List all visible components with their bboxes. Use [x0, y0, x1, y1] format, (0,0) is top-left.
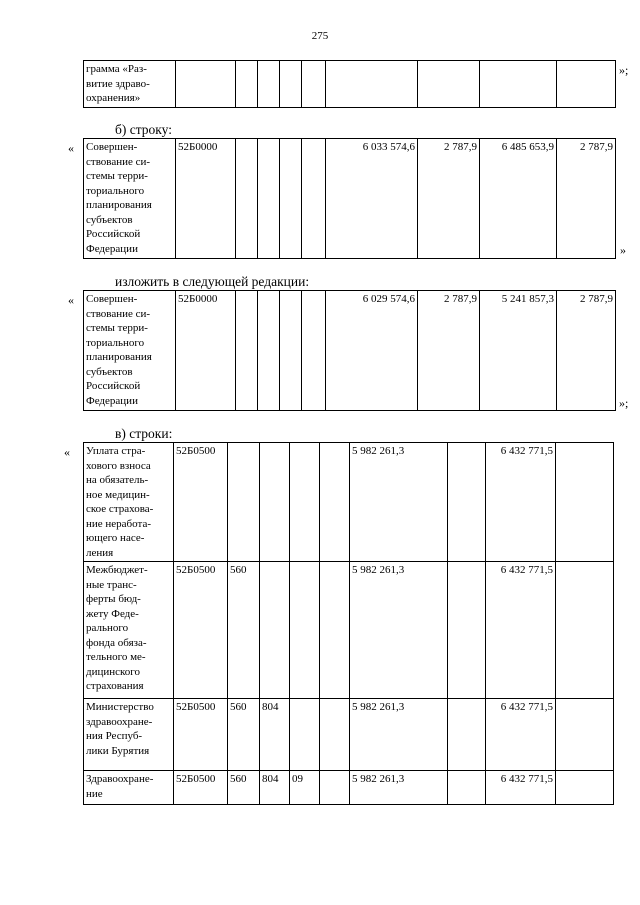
table-row — [84, 61, 616, 108]
row-empty — [320, 771, 350, 805]
table-row — [84, 699, 614, 771]
table-b — [83, 138, 616, 259]
close-quote-edit: »; — [619, 396, 629, 410]
row-value-2 — [448, 562, 486, 699]
row-code — [176, 61, 236, 108]
close-quote-top: »; — [619, 63, 629, 77]
table-row — [84, 443, 614, 562]
row-rz — [280, 291, 302, 411]
row-name: грамма «Раз- витие здраво- охранения» — [84, 61, 176, 108]
row-rz — [290, 443, 320, 562]
row-value-1 — [326, 61, 418, 108]
row-vr: 560 — [228, 562, 260, 699]
row-ved: 804 — [260, 771, 290, 805]
row-value-2 — [448, 771, 486, 805]
row-rz — [290, 562, 320, 699]
open-quote-v: « — [64, 445, 70, 459]
row-empty — [320, 443, 350, 562]
row-value-1: 5 982 261,3 — [350, 443, 448, 562]
row-value-3 — [480, 61, 557, 108]
row-name: Уплата стра- хового взноса на обязатель- ное медицин- ское страхова- ние неработа- ющего насе- ления — [84, 443, 174, 562]
table-row — [84, 139, 616, 259]
row-value-2 — [418, 61, 480, 108]
table-row — [84, 771, 614, 805]
row-ved — [258, 139, 280, 259]
heading-edit: изложить в следующей редакции: — [115, 274, 310, 289]
row-vr: 560 — [228, 699, 260, 771]
row-ved — [260, 443, 290, 562]
row-vr — [236, 291, 258, 411]
row-value-2: 2 787,9 — [418, 139, 480, 259]
row-ved: 804 — [260, 699, 290, 771]
table-row — [84, 291, 616, 411]
row-name: Министерство здравоохране- ния Респуб- лики Бурятия — [84, 699, 174, 771]
open-quote-b: « — [68, 141, 74, 155]
row-value-4 — [556, 562, 614, 699]
row-vr — [236, 139, 258, 259]
row-value-2: 2 787,9 — [418, 291, 480, 411]
row-value-1: 5 982 261,3 — [350, 562, 448, 699]
row-value-1: 5 982 261,3 — [350, 771, 448, 805]
row-rz: 09 — [290, 771, 320, 805]
row-pr — [302, 291, 326, 411]
row-value-3: 6 432 771,5 — [486, 771, 556, 805]
row-vr: 560 — [228, 771, 260, 805]
row-name: Совершен- ствование си- стемы терри- ториального планирования субъектов Российской Федерации — [84, 139, 176, 259]
row-vr — [236, 61, 258, 108]
page-number: 275 — [311, 30, 329, 42]
heading-v: в) строки: — [115, 426, 173, 441]
row-code: 52Б0000 — [176, 291, 236, 411]
row-value-1: 5 982 261,3 — [350, 699, 448, 771]
row-value-3: 6 432 771,5 — [486, 443, 556, 562]
row-ved — [258, 291, 280, 411]
row-value-4: 2 787,9 — [557, 139, 616, 259]
row-ved — [260, 562, 290, 699]
row-value-3: 6 432 771,5 — [486, 562, 556, 699]
row-name: Межбюджет- ные транс- ферты бюд- жету Феде- рального фонда обяза- тельного ме- дицинского страхования — [84, 562, 174, 699]
row-value-3: 6 485 653,9 — [480, 139, 557, 259]
open-quote-edit: « — [68, 293, 74, 307]
row-vr — [228, 443, 260, 562]
table-v — [83, 442, 614, 805]
row-value-1: 6 033 574,6 — [326, 139, 418, 259]
row-value-4 — [556, 443, 614, 562]
table-edit — [83, 290, 616, 411]
heading-b: б) строку: — [115, 122, 172, 137]
row-name: Здравоохране- ние — [84, 771, 174, 805]
row-value-3: 6 432 771,5 — [486, 699, 556, 771]
table-top — [83, 60, 616, 108]
row-rz — [280, 139, 302, 259]
row-ved — [258, 61, 280, 108]
row-value-4: 2 787,9 — [557, 291, 616, 411]
close-quote-b: » — [620, 243, 626, 257]
row-value-4 — [556, 699, 614, 771]
row-value-2 — [448, 699, 486, 771]
row-value-4 — [556, 771, 614, 805]
row-value-1: 6 029 574,6 — [326, 291, 418, 411]
table-row — [84, 562, 614, 699]
row-value-2 — [448, 443, 486, 562]
row-rz — [290, 699, 320, 771]
row-code: 52Б0000 — [176, 139, 236, 259]
row-empty — [320, 562, 350, 699]
row-empty — [320, 699, 350, 771]
row-code: 52Б0500 — [174, 771, 228, 805]
row-pr — [302, 139, 326, 259]
row-code: 52Б0500 — [174, 562, 228, 699]
row-pr — [302, 61, 326, 108]
row-code: 52Б0500 — [174, 699, 228, 771]
row-rz — [280, 61, 302, 108]
row-value-3: 5 241 857,3 — [480, 291, 557, 411]
row-code: 52Б0500 — [174, 443, 228, 562]
row-name: Совершен- ствование си- стемы терри- ториального планирования субъектов Российской Федерации — [84, 291, 176, 411]
row-value-4 — [557, 61, 616, 108]
